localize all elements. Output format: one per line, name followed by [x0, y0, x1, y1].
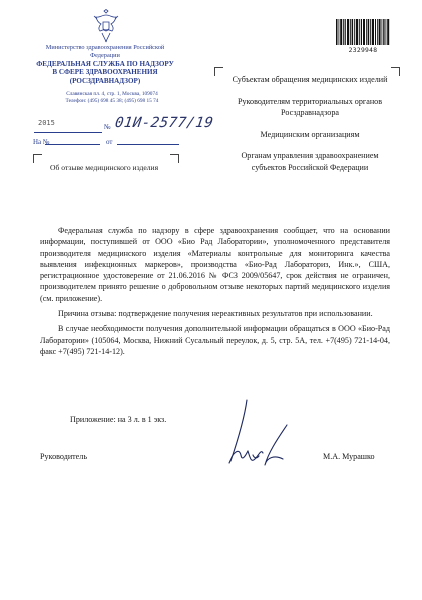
recipients-corner-left	[214, 67, 223, 76]
body-paragraph-1: Федеральная служба по надзору в сфере здравоохранения сообщает, что на основании информации, поступившей от ООО «Био Рад Лаборатории», уполномоченного представителя производителя медицинского изделия «Материалы контрольные для мониторинга качества выявления инфекционных маркеров», производства «Био-Рад Лабораториз, Инк.», США, регистрационное удостоверение от 21.06.2016 № ФСЗ 2009/05647, срок действия не ограничен, производителем принято решение о добровольном отзыве некоторых партий медицинского изделия (см. приложение).	[40, 226, 390, 303]
recipient-item: Органам управления здравоохранением субъектов Российской Федерации	[241, 151, 379, 172]
barcode-number: 2329948	[348, 47, 378, 54]
address-phone: Телефон: (495) 698 45 38; (495) 698 15 74	[65, 97, 159, 104]
address-street: Славянская пл. 4, стр. 1, Москва, 109074	[66, 91, 158, 97]
recipient-item: Субъектам обращения медицинских изделий	[232, 75, 388, 84]
registration-number: 01И-2577/19	[113, 115, 215, 131]
ministry-name: Министерство здравоохранения Российской Федерации	[45, 44, 165, 59]
handwritten-signature	[217, 395, 301, 477]
subject-corner-left	[33, 154, 42, 163]
document-date: 2015	[38, 119, 55, 127]
agency-name: ФЕДЕРАЛЬНАЯ СЛУЖБА ПО НАДЗОРУ В СФЕРЕ ЗДРАВООХРАНЕНИЯ (РОСЗДРАВНАДЗОР)	[36, 60, 174, 85]
subject-corner-right	[170, 154, 179, 163]
body-paragraph-2: Причина отзыва: подтверждение получения нереактивных результатов при использовании.	[58, 309, 373, 319]
coat-of-arms-emblem	[93, 9, 119, 43]
recipients-block	[224, 74, 396, 183]
number-label: №	[104, 123, 111, 131]
signatory-name: М.А. Мурашко	[323, 452, 375, 461]
reply-to-date-label: от	[106, 138, 113, 146]
agency-address	[42, 91, 182, 104]
body-paragraph-3: В случае необходимости получения дополнительной информации обращаться в ООО «Био-Рад Лаборатории» (105064, Москва, Нижний Сусальный переулок, д. 5, стр. 5А, тел. +7(495) 721-14-04, факс +7(495) 721-14-12).	[40, 324, 390, 356]
recipient-item: Руководителям территориальных органов Росздравнадзора	[237, 96, 383, 117]
attachment-note: Приложение: на 3 л. в 1 экз.	[70, 415, 167, 424]
letter-body	[40, 225, 390, 361]
reply-to-number-label: На №	[33, 138, 50, 146]
barcode-image	[336, 19, 390, 45]
recipient-item: Медицинским организациям	[260, 129, 360, 139]
signatory-role: Руководитель	[40, 452, 88, 461]
reply-to-date-line	[117, 144, 179, 145]
reply-to-number-line	[45, 144, 100, 145]
letter-subject: Об отзыве медицинского изделия	[50, 163, 159, 172]
